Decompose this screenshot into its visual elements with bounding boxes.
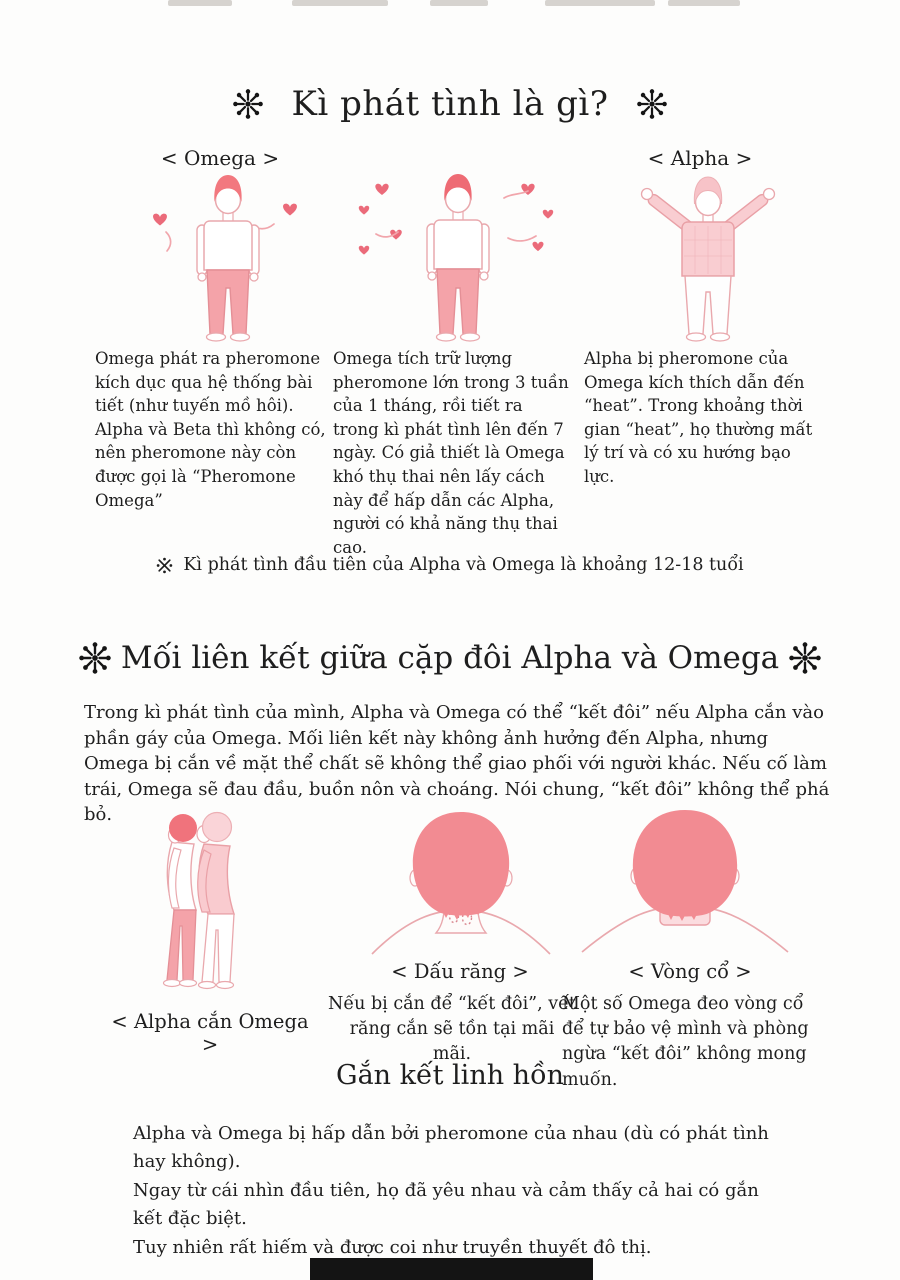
section2-title-row bbox=[78, 640, 822, 676]
bite-mark-neck-illustration bbox=[368, 806, 554, 958]
section3-line: Alpha và Omega bị hấp dẫn bởi pheromone của nhau (dù có phát tình hay không). bbox=[133, 1123, 769, 1173]
section2-title: Mối liên kết giữa cặp đôi Alpha và Omega bbox=[120, 640, 780, 676]
flower-asterisk-icon bbox=[636, 88, 668, 120]
flower-asterisk-icon bbox=[78, 641, 112, 675]
flower-asterisk-icon bbox=[788, 641, 822, 675]
collar-neck-illustration bbox=[578, 804, 796, 956]
section3-title: Gắn kết linh hồn bbox=[336, 1060, 564, 1091]
omega-standing-illustration bbox=[122, 166, 332, 348]
section2-intro: Trong kì phát tình của mình, Alpha và Omega có thể “kết đôi” nếu Alpha cắn vào phần gáy của Omega. Mối liên kết này không ảnh hưởng đến Alpha, nhưng Omega bị cắn về mặt thể chất sẽ không thể giao phối với người khác. Nếu cố làm trái, Omega sẽ đau đầu, buồn nôn và choáng. Nói chung, “kết đôi” không thể phá bỏ. bbox=[84, 702, 830, 826]
page-edge-artifact bbox=[430, 0, 488, 6]
page-edge-artifact bbox=[545, 0, 655, 6]
bite-mark-label: < Dấu răng > bbox=[391, 960, 529, 983]
alpha-heat-illustration bbox=[592, 166, 824, 348]
omega-label: < Omega > bbox=[160, 146, 280, 170]
alpha-label: < Alpha > bbox=[647, 146, 753, 170]
section3-body bbox=[133, 1120, 793, 1262]
page-edge-artifact bbox=[168, 0, 232, 6]
footnote-text: Kì phát tình đầu tiên của Alpha và Omega là khoảng 12-18 tuổi bbox=[183, 555, 744, 575]
footnote bbox=[0, 555, 900, 575]
page-edge-artifact bbox=[668, 0, 740, 6]
bite-mark-caption: Nếu bị cắn để “kết đôi”, vết răng cắn sẽ tồn tại mãi mãi. bbox=[328, 994, 576, 1065]
collar-label: < Vòng cổ > bbox=[628, 960, 752, 983]
heat-caption: Omega tích trữ lượng pheromone lớn trong 3 tuần của 1 tháng, rồi tiết ra trong kì phát tình lên đến 7 ngày. Có giả thiết là Omega khó thụ thai nên lấy cách này để hấp dẫn các Alpha, người có khả năng thụ thai cao. bbox=[333, 349, 569, 557]
flower-asterisk-icon bbox=[232, 88, 264, 120]
alpha-caption: Alpha bị pheromone của Omega kích thích dẫn đến “heat”. Trong khoảng thời gian “heat”, họ thường mất lý trí và có xu hướng bạo lực. bbox=[584, 349, 813, 486]
alpha-bites-omega-label: < Alpha cắn Omega > bbox=[111, 1010, 309, 1056]
section1-title: Kì phát tình là gì? bbox=[291, 84, 609, 124]
omega-heat-illustration bbox=[352, 162, 564, 350]
section3-line: Tuy nhiên rất hiếm và được coi như truyền thuyết đô thị. bbox=[133, 1236, 652, 1258]
alpha-biting-omega-illustration bbox=[120, 798, 338, 998]
omega-caption: Omega phát ra pheromone kích dục qua hệ thống bài tiết (như tuyến mồ hôi). Alpha và Beta thì không có, nên pheromone này còn được gọi là “Pheromone Omega” bbox=[95, 349, 326, 510]
collar-caption: Một số Omega đeo vòng cổ để tự bảo vệ mình và phòng ngừa “kết đôi” không mong muốn. bbox=[562, 994, 809, 1090]
page-edge-artifact bbox=[292, 0, 388, 6]
section1-title-row bbox=[0, 84, 900, 124]
reference-mark-icon bbox=[156, 557, 173, 574]
section3-line: Ngay từ cái nhìn đầu tiên, họ đã yêu nhau và cảm thấy cả hai có gắn kết đặc biệt. bbox=[133, 1179, 759, 1230]
bottom-black-bar bbox=[310, 1258, 593, 1280]
